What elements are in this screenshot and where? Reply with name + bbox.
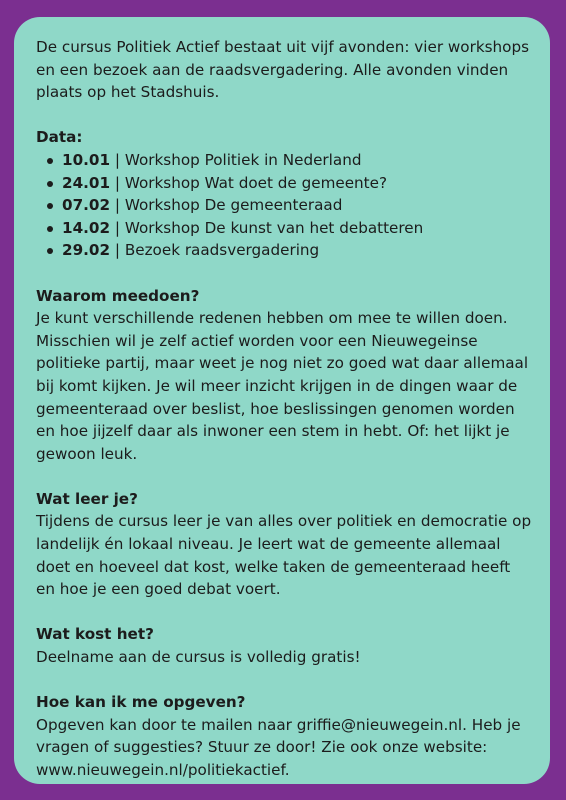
date-item — [62, 194, 532, 217]
date-item — [62, 172, 532, 195]
signup-heading: Hoe kan ik me opgeven? — [36, 693, 246, 712]
date-description: | Workshop De kunst van het debatteren — [110, 218, 424, 237]
date-description: | Workshop De gemeenteraad — [110, 196, 343, 215]
date-description: | Workshop Wat doet de gemeente? — [110, 173, 388, 192]
info-card — [14, 17, 550, 784]
signup-body: Opgeven kan door te mailen naar griffie@nieuwegein.nl. Heb je vragen of suggesties? Stuur ze door! Zie ook onze website: www.nieuwegein.nl/politiekactief. — [36, 715, 521, 779]
date-item — [62, 217, 532, 240]
date-value: 07.02 — [62, 196, 111, 215]
date-item — [62, 149, 532, 172]
dates-heading: Data: — [36, 128, 83, 147]
dates-list — [36, 149, 532, 262]
date-description: | Bezoek raadsvergadering — [110, 241, 320, 260]
why-body: Je kunt verschillende redenen hebben om mee te willen doen. Misschien wil je zelf actief worden voor een Nieuwegeinse politieke partij, maar weet je nog niet zo goed wat daar allemaal bij komt kijken. Je wil meer inzicht krijgen in de dingen waar de gemeenteraad over beslist, hoe beslissingen genomen worden en hoe jijzelf daar als inwoner een stem in hebt. Of: het lijkt je gewoon leuk. — [36, 309, 529, 463]
intro-text: De cursus Politiek Actief bestaat uit vijf avonden: vier workshops en een bezoek aan de raadsvergadering. Alle avonden vinden plaats op het Stadshuis. — [36, 38, 530, 102]
learn-heading: Wat leer je? — [36, 489, 138, 508]
why-heading: Waarom meedoen? — [36, 286, 200, 305]
date-value: 29.02 — [62, 241, 111, 260]
date-value: 10.01 — [62, 150, 111, 169]
date-description: | Workshop Politiek in Nederland — [110, 150, 362, 169]
date-value: 14.02 — [62, 218, 111, 237]
cost-body: Deelname aan de cursus is volledig gratis! — [36, 648, 361, 667]
date-item — [62, 239, 532, 262]
cost-heading: Wat kost het? — [36, 625, 154, 644]
learn-body: Tijdens de cursus leer je van alles over politiek en democratie op landelijk én lokaal niveau. Je leert wat de gemeente allemaal doet en hoeveel dat kost, welke taken de gemeenteraad heeft en hoe je een goed debat voert. — [36, 512, 532, 599]
date-value: 24.01 — [62, 173, 111, 192]
